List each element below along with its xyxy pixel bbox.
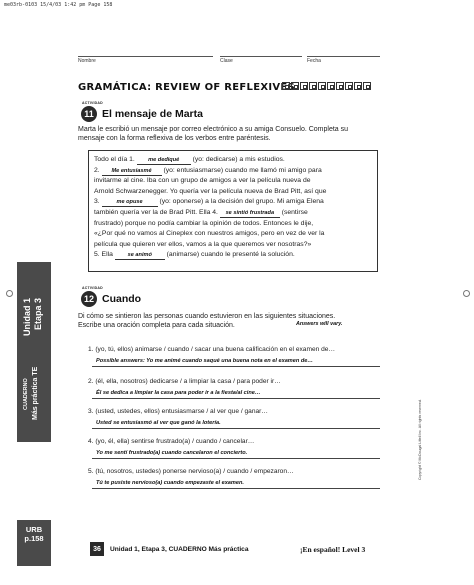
message-line: 2. Me entusiasmé (yo: entusiasmarse) cuando me llamó mi amigo para — [94, 166, 322, 174]
copyright-text: Copyright © McDougal Littell Inc. All rights reserved. — [418, 399, 422, 480]
activity-11-badge: 11 — [81, 106, 97, 122]
activity-11-intro — [78, 125, 378, 143]
item-question-5: 5. (tú, nosotros, ustedes) ponerse nervioso(a) / cuando / empezaron… — [88, 468, 294, 475]
intro-line: Escribe una oración completa para cada situación. — [78, 322, 235, 329]
urb-label — [17, 525, 51, 543]
message-line: película que quieren ver ellos, vamos a la que queremos ver nosotras?» — [94, 240, 312, 248]
page-title: GRAMÁTICA: REVIEW OF REFLEXIVES — [78, 82, 296, 93]
message-line: Todo el día 1. me dediqué (yo: dedicarse) a mis estudios. — [94, 156, 285, 163]
message-line: Arnold Schwarzenegger. Yo quería ver la película nueva de Brad Pitt, así que — [94, 187, 327, 195]
item-answer-1: Possible answers: Yo me animé cuando saqué una buena nota en el examen de… — [96, 358, 313, 364]
intro-line: Marta le escribió un mensaje por correo electrónico a su amiga Consuelo. Completa su — [78, 126, 349, 133]
answer-1: me dediqué — [148, 157, 180, 163]
answer-line — [92, 428, 380, 429]
answer-line — [92, 366, 380, 367]
answer-5: se animó — [127, 252, 152, 259]
item-question-1: 1. (yo, tú, ellos) animarse / cuando / sacar una buena calificación en el examen de… — [88, 346, 336, 353]
answer-line — [92, 488, 380, 489]
message-line: invitarme al cine. Iba con un grupo de amigos a ver la película nueva de — [94, 177, 311, 185]
item-answer-2: Él se dedica a limpiar la casa para poder ir a la fiesta/al cine… — [96, 390, 261, 396]
class-line — [220, 56, 302, 57]
answer-line — [92, 458, 380, 459]
item-question-2: 2. (él, ella, nosotros) dedicarse / a limpiar la casa / para poder ir… — [88, 378, 281, 385]
message-text — [94, 155, 326, 261]
answer-2: Me entusiasmé — [111, 167, 152, 174]
tab-etapa: Etapa 3 — [33, 297, 43, 330]
registration-mark — [463, 290, 470, 297]
message-line: 3. me opuse (yo: oponerse) a la decisión del grupo. Mi amiga Elena — [94, 198, 324, 206]
title-decoration — [282, 82, 371, 90]
answer-3: me opuse — [116, 199, 143, 206]
intro-line: mensaje con la forma reflexiva de los verbos entre paréntesis. — [78, 135, 271, 142]
name-label: Nombre — [78, 58, 96, 64]
tab-unidad: Unidad 1 — [22, 297, 32, 336]
urb-line: URB — [25, 525, 43, 534]
activity-label: ACTIVIDAD — [82, 101, 103, 105]
print-header: me03rb-0103 15/4/03 1:42 pm Page 158 — [4, 2, 113, 8]
activity-label: ACTIVIDAD — [82, 286, 103, 290]
message-line: «¿Por qué no vamos al Cineplex con nuestros amigos, pero en vez de ver la — [94, 230, 325, 238]
name-line — [78, 56, 213, 57]
activity-12-title: Cuando — [102, 293, 142, 305]
urb-line: p.158 — [24, 534, 44, 543]
footer-right: ¡En español! Level 3 — [300, 545, 366, 554]
activity-11-title: El mensaje de Marta — [102, 108, 203, 120]
answer-line — [92, 398, 380, 399]
answers-note: Answers will vary. — [296, 321, 343, 327]
date-line — [307, 56, 380, 57]
answer-4: se sintió frustrada — [225, 209, 275, 216]
class-label: Clase — [220, 58, 233, 64]
intro-line: Di cómo se sintieron las personas cuando estuvieron en las siguientes situaciones. — [78, 313, 336, 320]
message-line: frustrado) porque no podía cambiar la opinión de todos. Entonces le dije, — [94, 219, 314, 227]
activity-12-badge: 12 — [81, 291, 97, 307]
item-question-4: 4. (yo, él, ella) sentirse frustrado(a) / cuando / cancelar… — [88, 438, 255, 445]
footer-left: Unidad 1, Etapa 3, CUADERNO Más práctica — [110, 546, 249, 553]
tab-cuaderno: CUADERNO — [23, 378, 29, 410]
message-line: 5. Ella se animó (animarse) cuando le presenté la solución. — [94, 251, 295, 259]
item-answer-5: Tú te pusiste nervioso(a) cuando empezaste el examen. — [96, 480, 244, 486]
registration-mark — [6, 290, 13, 297]
item-answer-3: Usted se entusiasmó al ver que ganó la lotería. — [96, 420, 221, 426]
item-answer-4: Yo me sentí frustrado(a) cuando cancelaron el concierto. — [96, 450, 248, 456]
page-number: 36 — [90, 542, 104, 556]
date-label: Fecha — [307, 58, 321, 64]
message-line: también quería ver la de Brad Pitt. Ella 4. se sintió frustrada (sentirse — [94, 208, 308, 216]
item-question-3: 3. (usted, ustedes, ellos) entusiasmarse / al ver que / ganar… — [88, 408, 268, 415]
tab-mas-practica: Más práctica TE — [32, 366, 39, 420]
